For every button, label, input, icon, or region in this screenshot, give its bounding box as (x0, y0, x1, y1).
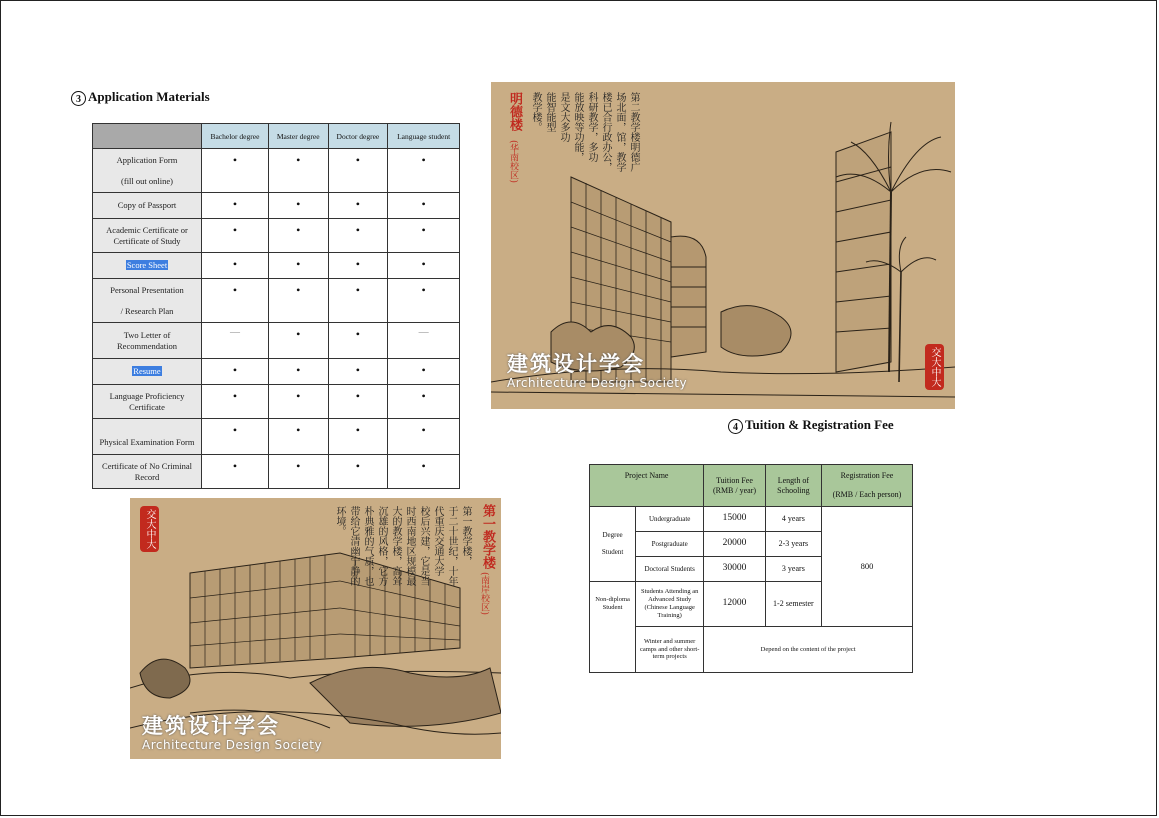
mark-cell: • (328, 455, 388, 489)
sketch-title: 第一教学楼 (480, 504, 495, 569)
row-label (93, 219, 202, 253)
mark-cell: • (202, 219, 269, 253)
label-line1: Academic Certificate or (106, 224, 188, 235)
mark-cell: — (388, 323, 460, 359)
label-line2: Certificate of Study (113, 235, 181, 246)
label-line2: Record (134, 471, 160, 482)
poem-col: 第一教学楼， (460, 506, 471, 566)
tuition-value: 15000 (704, 507, 766, 532)
corner-cell (93, 124, 202, 149)
poem-col: 代重庆交通大学 (432, 506, 443, 576)
row-label (93, 385, 202, 419)
mark-cell: • (268, 385, 328, 419)
row-label (93, 455, 202, 489)
mark-cell: • (202, 359, 269, 385)
selected-text-score-sheet[interactable]: Score Sheet (126, 260, 168, 271)
society-cn: 建筑设计学会 (507, 352, 645, 376)
mark-cell: • (202, 279, 269, 323)
col-language: Language student (388, 124, 460, 149)
materials-title (71, 89, 210, 106)
table-row (93, 385, 460, 419)
length-value: 3 years (765, 557, 821, 582)
mark-cell: • (268, 323, 328, 359)
project-name: Postgraduate (636, 532, 704, 557)
registration-fee-value: 800 (821, 507, 912, 627)
group-line2: Student (602, 603, 623, 611)
society-watermark (142, 710, 322, 752)
non-diploma-group (590, 582, 636, 673)
table-row (93, 193, 460, 219)
row-label (93, 359, 202, 385)
row-label: Copy of Passport (93, 193, 202, 219)
materials-table (92, 123, 460, 489)
table-row (93, 359, 460, 385)
fees-header-row (590, 465, 913, 507)
header-project: Project Name (590, 465, 704, 507)
mark-cell: • (388, 193, 460, 219)
mark-cell: • (328, 419, 388, 455)
mark-cell: • (388, 149, 460, 193)
poem-col: 第二教学楼明德广 (628, 92, 639, 172)
tuition-value: 30000 (704, 557, 766, 582)
header-length: Length of Schooling (765, 465, 821, 507)
table-row (93, 253, 460, 279)
mark-cell: • (328, 385, 388, 419)
mark-cell: • (202, 455, 269, 489)
materials-title-text: Application Materials (88, 89, 210, 104)
first-teaching-building-sketch (130, 498, 501, 759)
poem-col: 校后兴建，它是当 (418, 506, 429, 586)
length-value: 1-2 semester (765, 582, 821, 627)
table-row (93, 219, 460, 253)
header-registration-line1: Registration Fee (840, 471, 894, 481)
label-line2: (fill out online) (121, 175, 173, 186)
poem-col: 是文大多功 (558, 92, 569, 142)
mark-cell: • (202, 253, 269, 279)
short-term-note: Depend on the content of the project (704, 627, 913, 673)
mark-cell: • (268, 359, 328, 385)
mingde-building-sketch (491, 82, 955, 409)
society-en: Architecture Design Society (507, 376, 688, 390)
mark-cell: • (388, 279, 460, 323)
mark-cell: • (268, 455, 328, 489)
table-row (590, 507, 913, 532)
poem-col: 能放映等功能， (572, 92, 583, 162)
section-number-badge: 4 (728, 419, 743, 434)
sketch-poem (333, 506, 471, 586)
sketch-subtitle: (华南校区) (508, 140, 518, 184)
poem-col: 带给它清幽宁静的 (348, 506, 359, 586)
row-label: Physical Examination Form (93, 419, 202, 455)
society-watermark (507, 348, 687, 390)
row-label (93, 253, 202, 279)
label-line1: Certificate of No Criminal (102, 460, 192, 471)
fees-title-text: Tuition & Registration Fee (745, 417, 894, 432)
project-name: Winter and summer camps and other short-term projects (636, 627, 704, 673)
project-name: Undergraduate (636, 507, 704, 532)
mark-cell: • (268, 419, 328, 455)
society-en: Architecture Design Society (142, 738, 323, 752)
table-row (93, 323, 460, 359)
project-name: Doctoral Students (636, 557, 704, 582)
poem-col: 朴典雅的气质，也 (362, 506, 373, 586)
label-line1: Application Form (116, 154, 178, 165)
mark-cell: • (202, 419, 269, 455)
selected-text-resume[interactable]: Resume (133, 366, 161, 377)
mark-cell: • (328, 193, 388, 219)
poem-col: 能智能型 (544, 92, 555, 132)
mark-cell: • (388, 359, 460, 385)
poem-col: 沉雄的风格，它方 (376, 506, 387, 586)
row-label (93, 279, 202, 323)
label-line1: Two Letter of (123, 329, 171, 340)
row-label (93, 323, 202, 359)
col-doctor: Doctor degree (328, 124, 388, 149)
mark-cell: • (328, 359, 388, 385)
mark-cell: • (202, 193, 269, 219)
mark-cell: • (328, 323, 388, 359)
mark-cell: • (268, 253, 328, 279)
poem-col: 场北面，馆，教学 (614, 92, 625, 172)
red-seal-stamp: 交大中大 (140, 506, 159, 552)
tuition-value: 12000 (704, 582, 766, 627)
header-registration-line2: (RMB / Each person) (832, 490, 902, 500)
poem-col: 楼已合行政办公， (600, 92, 611, 172)
poem-col: 于二十世纪，十年 (446, 506, 457, 586)
mark-cell: • (268, 193, 328, 219)
label-line2: Recommendation (117, 340, 177, 351)
table-row (590, 627, 913, 673)
poem-col: 环境。 (334, 506, 345, 536)
mark-cell: • (268, 219, 328, 253)
poem-col: 时西南地区规模最 (404, 506, 415, 586)
header-registration (821, 465, 912, 507)
label-line1: Language Proficiency (109, 390, 185, 401)
header-tuition: Tuition Fee (RMB / year) (704, 465, 766, 507)
society-cn: 建筑设计学会 (142, 714, 280, 738)
mark-cell: • (388, 253, 460, 279)
mark-cell: • (202, 149, 269, 193)
mark-cell: • (388, 455, 460, 489)
length-value: 4 years (765, 507, 821, 532)
label-line2: / Research Plan (120, 305, 174, 316)
mark-cell: • (328, 279, 388, 323)
mark-cell: • (328, 219, 388, 253)
mark-cell: • (388, 385, 460, 419)
mark-cell: — (202, 323, 269, 359)
mark-cell: • (328, 149, 388, 193)
poem-col: 大的教学楼，高耸 (390, 506, 401, 586)
mark-cell: • (268, 279, 328, 323)
tuition-value: 20000 (704, 532, 766, 557)
table-row (93, 455, 460, 489)
fees-title (728, 417, 894, 434)
sketch-poem (529, 92, 639, 172)
fees-table (589, 464, 913, 673)
table-row (93, 419, 460, 455)
sketch-title: 明德楼 (507, 92, 522, 131)
project-name: Students Attending an Advanced Study (Chinese Language Training) (636, 582, 704, 627)
sketch-subtitle: (南岸校区) (479, 572, 489, 616)
label-line1: Personal Presentation (110, 284, 184, 295)
mark-cell: • (388, 419, 460, 455)
mark-cell: • (202, 385, 269, 419)
mark-cell: • (268, 149, 328, 193)
degree-student-group (590, 507, 636, 582)
group-line2: Student (601, 548, 624, 557)
poem-col: 教学楼。 (530, 92, 541, 132)
col-bachelor: Bachelor degree (202, 124, 269, 149)
poem-col: 科研教学，多功 (586, 92, 597, 162)
mark-cell: • (388, 219, 460, 253)
section-number-badge: 3 (71, 91, 86, 106)
red-seal-stamp: 交大中大 (925, 344, 944, 390)
length-value: 2-3 years (765, 532, 821, 557)
mark-cell: • (328, 253, 388, 279)
group-line1: Degree (602, 531, 623, 540)
group-line1: Non-diploma (595, 596, 630, 603)
col-master: Master degree (268, 124, 328, 149)
label-line2: Certificate (129, 401, 165, 412)
table-row (93, 279, 460, 323)
table-row (93, 149, 460, 193)
row-label (93, 149, 202, 193)
